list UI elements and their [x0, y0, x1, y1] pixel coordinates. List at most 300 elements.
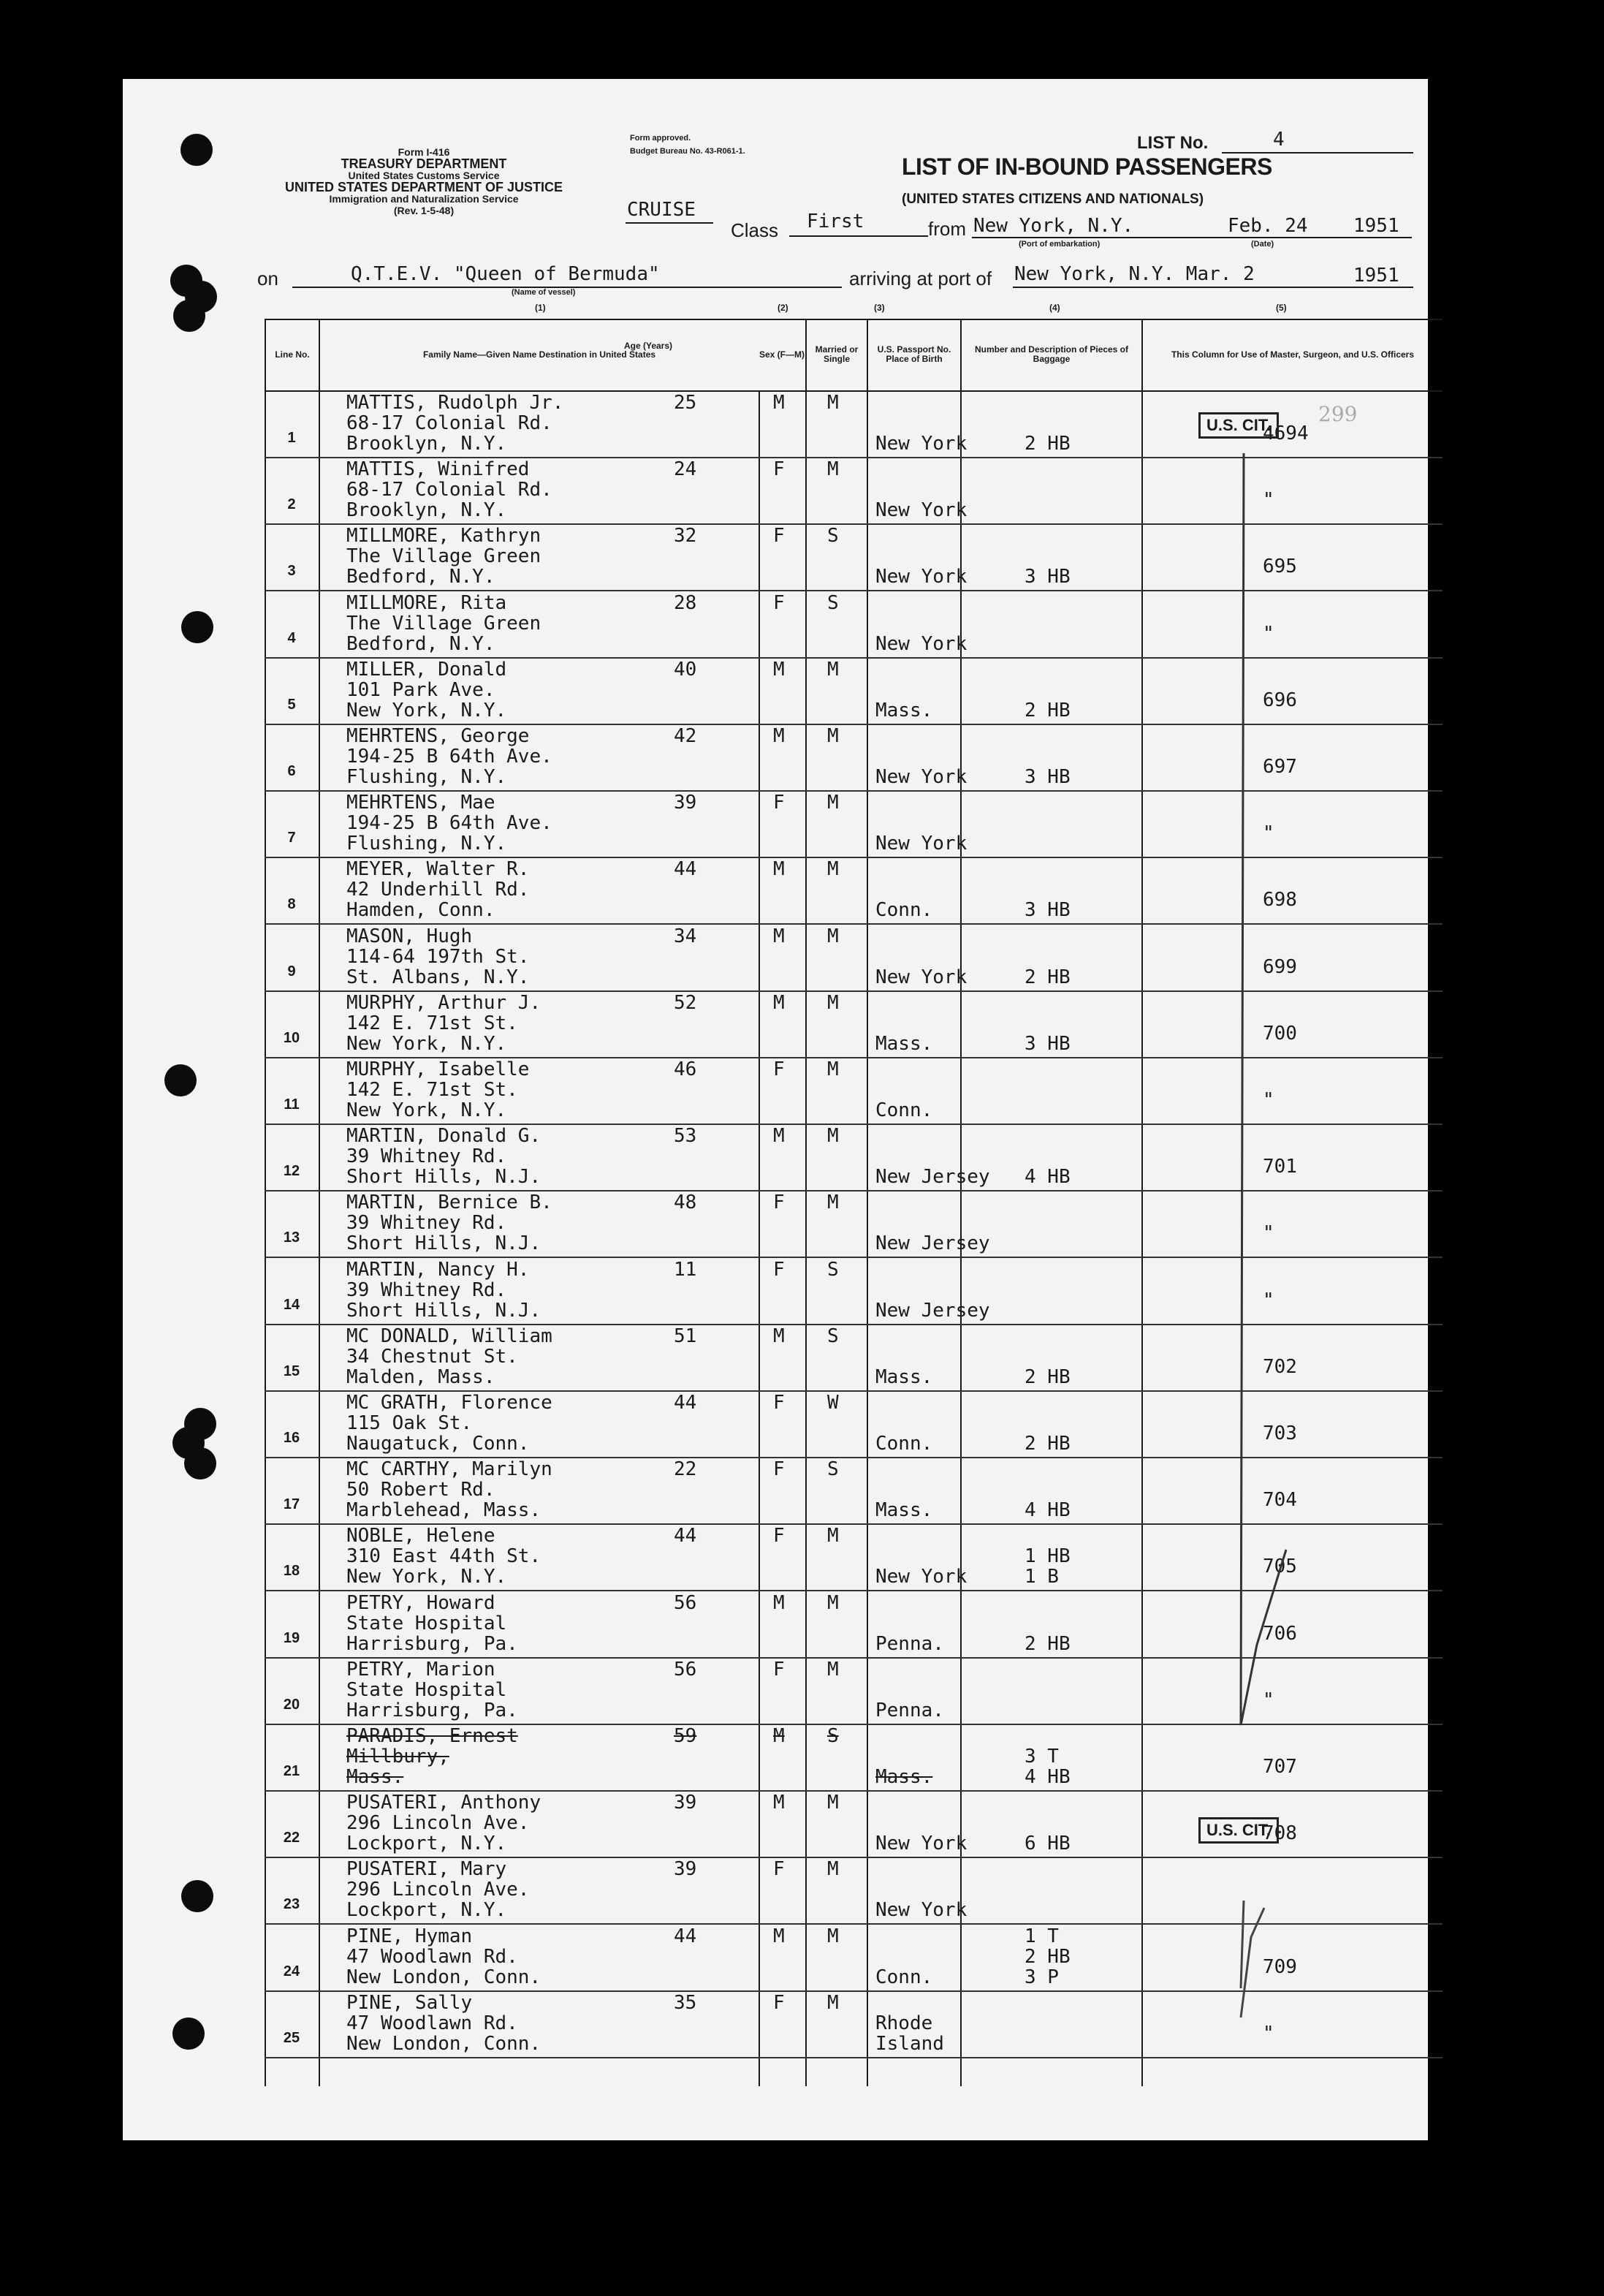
officer-entry: 705	[1263, 1556, 1297, 1578]
passenger-name: PINE, Sally	[346, 1991, 473, 2014]
age: 46	[674, 1058, 697, 1080]
line-number: 25	[283, 2029, 300, 2046]
marital-status: M	[827, 1591, 839, 1614]
table-row	[265, 1724, 1443, 1792]
list-number: 4	[1273, 129, 1285, 151]
sex: F	[773, 1658, 785, 1681]
age: 52	[674, 991, 697, 1014]
address-line-2: Lockport, N.Y.	[346, 1899, 507, 1922]
sex: F	[773, 591, 785, 614]
marital-status: W	[827, 1392, 839, 1414]
table-row	[265, 1990, 1443, 2058]
age: 11	[674, 1258, 697, 1281]
sex: M	[773, 1325, 785, 1347]
passenger-name: MILLMORE, Kathryn	[346, 525, 541, 548]
passenger-name: PINE, Hyman	[346, 1925, 473, 1947]
place-of-birth: New York	[875, 632, 968, 655]
sex: M	[773, 858, 785, 881]
form-approved: Form approved. Budget Bureau No. 43-R061-1.	[630, 134, 745, 156]
passenger-name: MC GRATH, Florence	[346, 1392, 552, 1414]
table-row	[265, 1657, 1443, 1725]
sex: M	[773, 392, 785, 414]
baggage: 2 HB	[1025, 1433, 1071, 1455]
age: 32	[674, 525, 697, 548]
table-row	[265, 1257, 1443, 1325]
table-row	[265, 1457, 1443, 1525]
arrival-year: 1951	[1353, 265, 1399, 287]
address-line-2: New London, Conn.	[346, 1966, 541, 1988]
passenger-name: MILLMORE, Rita	[346, 591, 507, 614]
passenger-name: MARTIN, Bernice B.	[346, 1191, 552, 1214]
address-line-2: Harrisburg, Pa.	[346, 1632, 518, 1655]
class-rule	[789, 235, 928, 237]
age: 59	[674, 1725, 697, 1747]
line-number: 2	[287, 496, 296, 513]
place-of-birth: Mass.	[875, 1032, 933, 1055]
address-line-1: State Hospital	[346, 1612, 507, 1634]
address-line-1: 194-25 B 64th Ave.	[346, 746, 552, 768]
marital-status: M	[827, 725, 839, 747]
table-row	[265, 790, 1443, 858]
age: 44	[674, 1525, 697, 1547]
officer-entry: 698	[1263, 889, 1297, 912]
table-row	[265, 1523, 1443, 1591]
place-of-birth: New York	[875, 1833, 968, 1855]
age: 51	[674, 1325, 697, 1347]
marital-status: M	[827, 392, 839, 414]
marital-status: M	[827, 792, 839, 814]
marital-status: M	[827, 458, 839, 481]
marital-status: S	[827, 1258, 839, 1281]
table-row	[265, 724, 1443, 792]
header-officers: This Column for Use of Master, Surgeon, and U.S. Officers	[1143, 319, 1443, 392]
agency-ins: Immigration and Naturalization Service	[329, 193, 519, 205]
address-line-1: 310 East 44th St.	[346, 1545, 541, 1568]
place-of-birth: Mass.	[875, 1365, 933, 1388]
col-number-5: (5)	[1276, 303, 1287, 313]
line-number: 7	[287, 830, 296, 846]
address-line-2: Flushing, N.Y.	[346, 766, 507, 788]
address-line-1: 68-17 Colonial Rd.	[346, 412, 552, 434]
baggage: 2 HB	[1025, 966, 1071, 988]
place-of-birth: New York	[875, 1566, 968, 1588]
marital-status: M	[827, 658, 839, 681]
sex: M	[773, 1125, 785, 1148]
table-row	[265, 1924, 1443, 1992]
age: 42	[674, 725, 697, 747]
citizenship-stamp: U.S. CIT.	[1198, 1817, 1279, 1844]
punch-hole	[173, 300, 205, 332]
punch-hole	[184, 1447, 216, 1479]
marital-status: M	[827, 1991, 839, 2014]
header-baggage: Number and Description of Pieces of Baggage	[962, 319, 1141, 392]
table-row	[265, 857, 1443, 925]
passenger-name: MATTIS, Winifred	[346, 458, 530, 481]
baggage: 1 T	[1025, 1925, 1059, 1947]
line-number: 11	[284, 1096, 300, 1113]
table-row	[265, 1124, 1443, 1191]
table-row	[265, 990, 1443, 1058]
place-of-birth: New Jersey	[875, 1299, 990, 1322]
officer-entry: "	[1263, 1222, 1274, 1245]
baggage: 3 T	[1025, 1746, 1059, 1768]
address-line-2: New York, N.Y.	[346, 1566, 507, 1588]
line-number: 3	[287, 563, 296, 580]
address-line-1: 142 E. 71st St.	[346, 1079, 518, 1101]
marital-status: S	[827, 525, 839, 548]
line-number: 18	[283, 1563, 300, 1580]
marital-status: M	[827, 1191, 839, 1214]
form-revision: (Rev. 1-5-48)	[393, 205, 455, 216]
officer-entry: "	[1263, 1689, 1274, 1711]
officer-entry: 704	[1263, 1489, 1297, 1512]
age: 44	[674, 858, 697, 881]
cruise-label: CRUISE	[627, 199, 696, 221]
marital-status: S	[827, 591, 839, 614]
age: 48	[674, 1191, 697, 1214]
place-of-birth: New York	[875, 766, 968, 788]
baggage-2: 1 B	[1025, 1566, 1059, 1588]
age: 56	[674, 1591, 697, 1614]
from-rule	[972, 237, 1412, 238]
sex: F	[773, 525, 785, 548]
officer-entry: 703	[1263, 1422, 1297, 1444]
line-number: 13	[283, 1230, 300, 1246]
marital-status: M	[827, 1925, 839, 1947]
address-line-1: 194-25 B 64th Ave.	[346, 812, 552, 835]
marital-status: M	[827, 1125, 839, 1148]
line-number: 4	[287, 629, 296, 646]
from-year: 1951	[1353, 215, 1399, 237]
date-caption: (Date)	[1251, 240, 1274, 249]
line-number: 24	[283, 1963, 300, 1979]
passenger-name: MARTIN, Donald G.	[346, 1125, 541, 1148]
line-number: 1	[287, 430, 296, 446]
place-of-birth: New York	[875, 1899, 968, 1922]
age: 22	[674, 1458, 697, 1481]
line-number: 5	[287, 696, 296, 713]
baggage: 1 HB	[1025, 1545, 1071, 1568]
agency-treasury: TREASURY DEPARTMENT	[341, 156, 507, 171]
age: 35	[674, 1991, 697, 2014]
passenger-name: MURPHY, Isabelle	[346, 1058, 530, 1080]
sex: M	[773, 1591, 785, 1614]
officer-entry: 702	[1263, 1355, 1297, 1378]
baggage: 6 HB	[1025, 1833, 1071, 1855]
passenger-name: MURPHY, Arthur J.	[346, 991, 541, 1014]
baggage: 2 HB	[1025, 433, 1071, 455]
sex: F	[773, 1058, 785, 1080]
age: 56	[674, 1658, 697, 1681]
line-number: 6	[287, 763, 296, 779]
marital-status: M	[827, 925, 839, 947]
address-line-2: New York, N.Y.	[346, 699, 507, 721]
line-number: 10	[283, 1029, 300, 1046]
place-of-birth: New Jersey	[875, 1166, 990, 1189]
address-line-2: Short Hills, N.J.	[346, 1166, 541, 1189]
age: 24	[674, 458, 697, 481]
address-line-1: The Village Green	[346, 612, 541, 634]
baggage-3: 3 P	[1025, 1966, 1059, 1988]
table-row	[265, 523, 1443, 591]
address-line-2: Lockport, N.Y.	[346, 1833, 507, 1855]
port-caption: (Port of embarkation)	[1019, 240, 1101, 249]
officer-entry: "	[1263, 2022, 1274, 2045]
passenger-name: MC DONALD, William	[346, 1325, 552, 1347]
line-number: 22	[283, 1830, 300, 1846]
punch-hole	[180, 134, 213, 166]
officer-entry: "	[1263, 489, 1274, 512]
header-sex: Sex (F—M)	[759, 319, 805, 392]
officer-entry: "	[1263, 1089, 1274, 1111]
line-number: 17	[283, 1496, 300, 1513]
baggage-2: 2 HB	[1025, 1945, 1071, 1968]
age: 40	[674, 658, 697, 681]
officer-entry: 696	[1263, 689, 1297, 711]
address-line-2: Harrisburg, Pa.	[346, 1699, 518, 1721]
officer-entry: 707	[1263, 1756, 1297, 1778]
marital-status: M	[827, 1792, 839, 1814]
address-line-1: 115 Oak St.	[346, 1412, 473, 1434]
place-of-birth: Conn.	[875, 899, 933, 922]
table-row	[265, 457, 1443, 525]
baggage: 2 HB	[1025, 1365, 1071, 1388]
place-of-birth: Rhode	[875, 2012, 933, 2034]
line-number: 23	[283, 1896, 300, 1913]
punch-hole	[181, 1880, 213, 1912]
vessel-name: Q.T.E.V. "Queen of Bermuda"	[351, 263, 660, 285]
baggage: 3 HB	[1025, 766, 1071, 788]
address-line-1: 39 Whitney Rd.	[346, 1145, 507, 1168]
officer-entry: 697	[1263, 756, 1297, 778]
age: 28	[674, 591, 697, 614]
passenger-name: PARADIS, Ernest	[346, 1725, 518, 1747]
address-line-2: Bedford, N.Y.	[346, 632, 495, 655]
form-agency-block	[263, 146, 585, 216]
place-of-birth: New York	[875, 833, 968, 855]
arrival-port: New York, N.Y. Mar. 2	[1014, 263, 1255, 285]
vessel-caption: (Name of vessel)	[512, 288, 576, 297]
place-of-birth: Conn.	[875, 1433, 933, 1455]
passenger-name: MILLER, Donald	[346, 658, 507, 681]
header-age: Age (Years)	[623, 341, 673, 351]
address-line-1: 42 Underhill Rd.	[346, 879, 530, 901]
sex: F	[773, 1991, 785, 2014]
agency-justice: UNITED STATES DEPARTMENT OF JUSTICE	[284, 180, 563, 194]
passenger-name: PETRY, Howard	[346, 1591, 495, 1614]
baggage: 3 HB	[1025, 899, 1071, 922]
line-number: 20	[283, 1696, 300, 1713]
passenger-name: MEHRTENS, Mae	[346, 792, 495, 814]
class-value: First	[807, 211, 864, 232]
header-line-no: Line No.	[266, 319, 319, 392]
line-number: 8	[287, 896, 296, 913]
passenger-name: MATTIS, Rudolph Jr.	[346, 392, 564, 414]
passenger-name: MARTIN, Nancy H.	[346, 1258, 530, 1281]
age: 25	[674, 392, 697, 414]
officer-entry: 700	[1263, 1022, 1297, 1045]
address-line-1: 34 Chestnut St.	[346, 1345, 518, 1368]
passenger-name: PUSATERI, Anthony	[346, 1792, 541, 1814]
document-subtitle: (UNITED STATES CITIZENS AND NATIONALS)	[902, 192, 1204, 207]
officer-entry: "	[1263, 1289, 1274, 1311]
age: 39	[674, 1858, 697, 1881]
place-of-birth-2: Island	[875, 2032, 944, 2055]
passenger-name: MASON, Hugh	[346, 925, 473, 947]
arriving-label: arriving at port of	[849, 268, 992, 289]
place-of-birth: New York	[875, 566, 968, 588]
arrival-rule	[1013, 287, 1413, 288]
address-line-2: Hamden, Conn.	[346, 899, 495, 922]
citizenship-stamp: U.S. CIT.	[1198, 412, 1279, 439]
sex: M	[773, 991, 785, 1014]
table-row	[265, 1324, 1443, 1392]
col-number-2: (2)	[778, 303, 788, 313]
officer-entry: 706	[1263, 1622, 1297, 1645]
from-date: Feb. 24	[1228, 215, 1308, 237]
line-number: 14	[283, 1296, 300, 1313]
line-number: 19	[283, 1629, 300, 1646]
age: 39	[674, 792, 697, 814]
officer-entry: 709	[1263, 1955, 1297, 1978]
table-row	[265, 1591, 1443, 1659]
table-row	[265, 924, 1443, 992]
passenger-name: PETRY, Marion	[346, 1658, 495, 1681]
address-line-2: Brooklyn, N.Y.	[346, 499, 507, 522]
col-number-4: (4)	[1049, 303, 1060, 313]
passenger-name: PUSATERI, Mary	[346, 1858, 507, 1881]
officer-entry: "	[1263, 822, 1274, 845]
address-line-2: Marblehead, Mass.	[346, 1499, 541, 1522]
punch-hole	[172, 2017, 205, 2050]
place-of-birth: Conn.	[875, 1099, 933, 1121]
passenger-name: MEYER, Walter R.	[346, 858, 530, 881]
baggage: 3 HB	[1025, 1032, 1071, 1055]
passenger-name: MC CARTHY, Marilyn	[346, 1458, 552, 1481]
marital-status: M	[827, 858, 839, 881]
address-line-1: Millbury,	[346, 1746, 449, 1768]
address-line-2: Short Hills, N.J.	[346, 1299, 541, 1322]
punch-hole	[181, 611, 213, 643]
marital-status: S	[827, 1725, 839, 1747]
sex: F	[773, 1525, 785, 1547]
from-port: New York, N.Y.	[973, 215, 1134, 237]
passenger-name: NOBLE, Helene	[346, 1525, 495, 1547]
address-line-2: New London, Conn.	[346, 2032, 541, 2055]
line-number: 21	[283, 1763, 300, 1779]
sex: F	[773, 1392, 785, 1414]
line-number: 12	[283, 1163, 300, 1180]
officer-entry: 708	[1263, 1822, 1297, 1845]
officer-entry: 701	[1263, 1156, 1297, 1178]
form-number: Form I-416	[398, 146, 450, 158]
place-of-birth: New York	[875, 499, 968, 522]
table-row	[265, 1857, 1443, 1925]
marital-status: M	[827, 1658, 839, 1681]
document-title: LIST OF IN-BOUND PASSENGERS	[902, 154, 1272, 180]
line-number: 16	[283, 1430, 300, 1446]
place-of-birth: Mass.	[875, 699, 933, 721]
sex: F	[773, 1258, 785, 1281]
address-line-1: 296 Lincoln Ave.	[346, 1812, 530, 1835]
header-passport: U.S. Passport No. Place of Birth	[868, 319, 960, 392]
sex: F	[773, 792, 785, 814]
place-of-birth: Conn.	[875, 1966, 933, 1988]
age: 44	[674, 1392, 697, 1414]
address-line-2: Malden, Mass.	[346, 1365, 495, 1388]
on-label: on	[257, 268, 278, 289]
cruise-rule	[626, 222, 713, 224]
baggage: 2 HB	[1025, 1632, 1071, 1655]
officer-entry: 695	[1263, 556, 1297, 578]
officer-entry: "	[1263, 622, 1274, 645]
address-line-1: 101 Park Ave.	[346, 678, 495, 701]
age: 39	[674, 1792, 697, 1814]
place-of-birth: New York	[875, 433, 968, 455]
address-line-1: State Hospital	[346, 1678, 507, 1701]
address-line-1: 50 Robert Rd.	[346, 1479, 495, 1501]
stamp-number: 299	[1318, 402, 1358, 426]
address-line-1: 68-17 Colonial Rd.	[346, 479, 552, 501]
table-row	[265, 1057, 1443, 1125]
address-line-2: Short Hills, N.J.	[346, 1232, 541, 1255]
baggage: 4 HB	[1025, 1166, 1071, 1189]
officer-entry: 4694	[1263, 423, 1309, 444]
address-line-2: New York, N.Y.	[346, 1099, 507, 1121]
address-line-1: The Village Green	[346, 545, 541, 568]
class-label: Class	[731, 219, 779, 241]
address-line-2: New York, N.Y.	[346, 1032, 507, 1055]
marital-status: M	[827, 1525, 839, 1547]
address-line-2: St. Albans, N.Y.	[346, 966, 530, 988]
sex: F	[773, 458, 785, 481]
col-number-3: (3)	[874, 303, 885, 313]
list-number-label: LIST No.	[1137, 133, 1209, 153]
age: 44	[674, 1925, 697, 1947]
address-line-1: 296 Lincoln Ave.	[346, 1879, 530, 1901]
address-line-2: Flushing, N.Y.	[346, 833, 507, 855]
sex: M	[773, 1925, 785, 1947]
baggage: 3 HB	[1025, 566, 1071, 588]
age: 53	[674, 1125, 697, 1148]
sex: F	[773, 1458, 785, 1481]
place-of-birth: Penna.	[875, 1699, 944, 1721]
col-number-1: (1)	[535, 303, 546, 313]
sex: M	[773, 1725, 785, 1747]
sex: M	[773, 725, 785, 747]
address-line-1: 142 E. 71st St.	[346, 1012, 518, 1034]
address-line-2: Bedford, N.Y.	[346, 566, 495, 588]
table-row	[265, 1390, 1443, 1458]
header-married: Married or Single	[807, 319, 867, 392]
address-line-2: Naugatuck, Conn.	[346, 1433, 530, 1455]
place-of-birth: New Jersey	[875, 1232, 990, 1255]
address-line-1: 39 Whitney Rd.	[346, 1278, 507, 1301]
address-line-2: Brooklyn, N.Y.	[346, 433, 507, 455]
table-row	[265, 591, 1443, 659]
passenger-name: MEHRTENS, George	[346, 725, 530, 747]
table-row	[265, 1190, 1443, 1258]
marital-status: M	[827, 1058, 839, 1080]
marital-status: M	[827, 991, 839, 1014]
table-row	[265, 657, 1443, 725]
sex: F	[773, 1191, 785, 1214]
sex: M	[773, 1792, 785, 1814]
sex: M	[773, 658, 785, 681]
baggage: 4 HB	[1025, 1499, 1071, 1522]
punch-hole	[164, 1064, 197, 1096]
line-number: 9	[287, 963, 296, 980]
